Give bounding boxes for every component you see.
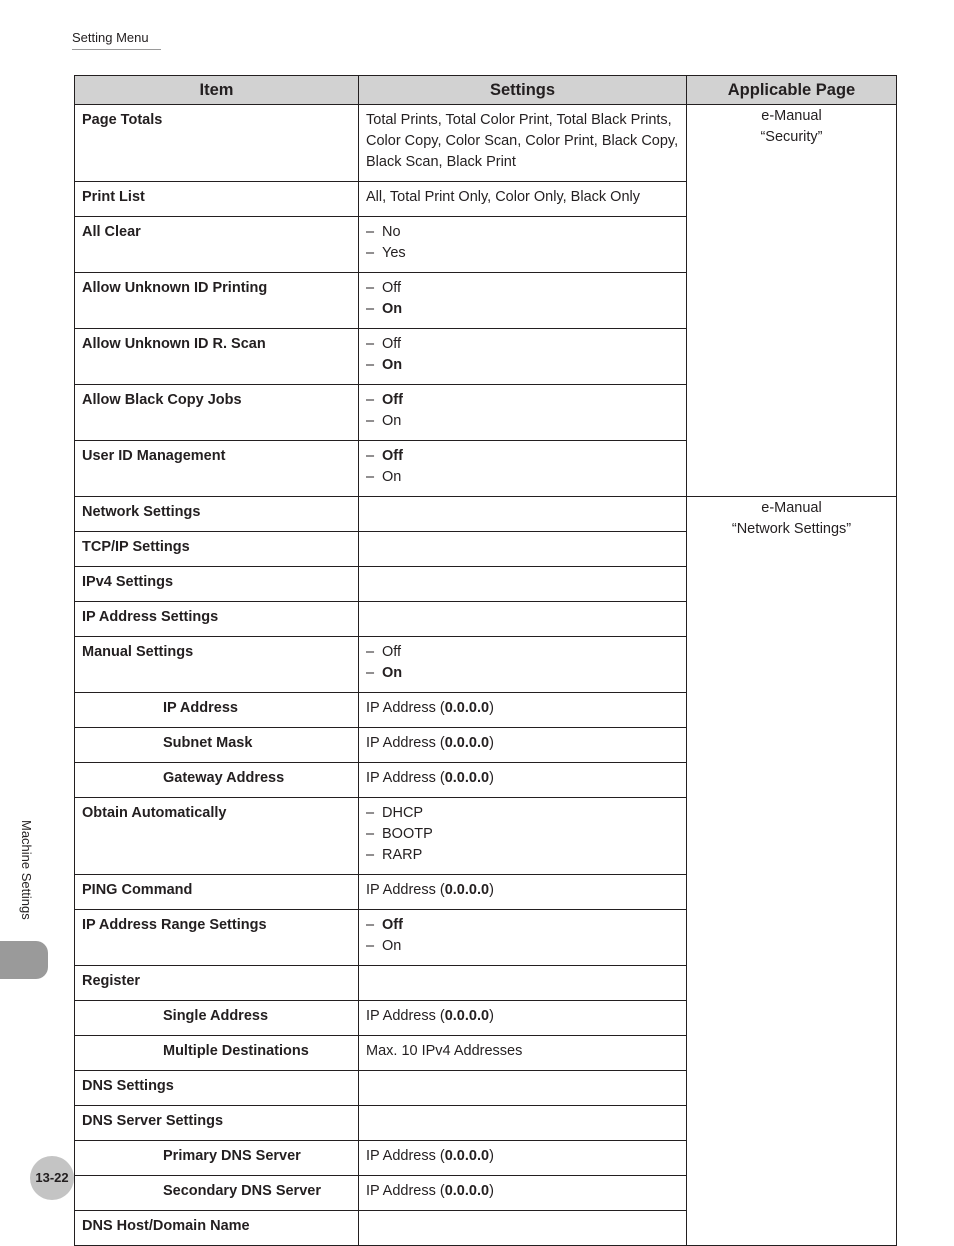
default-ip-value: 0.0.0.0 [444,700,490,716]
option-line: – Yes [366,245,406,261]
setting-options [359,217,687,273]
setting-value: IP Address (0.0.0.0) [359,763,687,798]
table-row [75,105,897,182]
setting-empty [359,497,687,532]
option-value: On [382,413,402,429]
table-row [75,497,897,532]
setting-empty [359,1211,687,1246]
setting-value: IP Address (0.0.0.0) [359,875,687,910]
option-value-default: Off [382,392,403,408]
item-name: DNS Server Settings [75,1106,359,1141]
item-name: Manual Settings [75,637,359,693]
option-line: – Off [366,644,402,660]
section-header: Setting Menu [72,30,161,50]
applicable-page-label: e-Manual [761,500,822,516]
item-name: PING Command [75,875,359,910]
option-value-default: On [382,357,403,373]
setting-value: IP Address (0.0.0.0) [359,693,687,728]
setting-options [359,385,687,441]
setting-value: IP Address (0.0.0.0) [359,1141,687,1176]
item-name: Subnet Mask [75,728,359,763]
option-value-default: Off [382,448,403,464]
option-value: On [382,938,402,954]
item-name: TCP/IP Settings [75,532,359,567]
setting-empty [359,567,687,602]
item-name: IP Address Settings [75,602,359,637]
option-line: – RARP [366,847,423,863]
item-name: IPv4 Settings [75,567,359,602]
item-name: DNS Settings [75,1071,359,1106]
setting-empty [359,532,687,567]
option-value: BOOTP [382,826,433,842]
applicable-page-label: e-Manual [761,108,822,124]
item-name: User ID Management [75,441,359,497]
applicable-page-title: “Security” [760,129,823,145]
option-line: – On [366,413,402,429]
table-header-row [75,76,897,105]
item-name: IP Address [75,693,359,728]
applicable-page-security [687,105,897,497]
item-name: Obtain Automatically [75,798,359,875]
item-name: Allow Unknown ID R. Scan [75,329,359,385]
setting-value: All, Total Print Only, Color Only, Black Only [359,182,687,217]
option-line: – No [366,224,401,240]
chapter-tab-marker [0,941,48,979]
setting-options [359,441,687,497]
item-name: Allow Unknown ID Printing [75,273,359,329]
item-name: Allow Black Copy Jobs [75,385,359,441]
default-ip-value: 0.0.0.0 [444,1183,490,1199]
option-value: Off [382,644,402,660]
option-line: – Off [366,392,403,408]
settings-table [74,75,897,1246]
item-name: Secondary DNS Server [75,1176,359,1211]
setting-options [359,910,687,966]
option-line: – On [366,665,403,681]
item-name: Print List [75,182,359,217]
item-name: IP Address Range Settings [75,910,359,966]
item-name: Gateway Address [75,763,359,798]
option-value: Off [382,280,402,296]
item-name: Single Address [75,1001,359,1036]
setting-empty [359,1071,687,1106]
option-line: – On [366,469,402,485]
applicable-page-title: “Network Settings” [731,521,852,537]
setting-empty [359,602,687,637]
item-name: Network Settings [75,497,359,532]
default-ip-value: 0.0.0.0 [444,1008,490,1024]
option-value: Yes [382,245,406,261]
option-value: Off [382,336,402,352]
option-line: – DHCP [366,805,424,821]
option-line: – On [366,301,403,317]
option-value: On [382,469,402,485]
setting-value: IP Address (0.0.0.0) [359,1176,687,1211]
column-header-item: Item [75,76,359,105]
applicable-page-network [687,497,897,1246]
item-name: DNS Host/Domain Name [75,1211,359,1246]
option-line: – Off [366,336,402,352]
option-value-default: Off [382,917,403,933]
setting-value: Max. 10 IPv4 Addresses [359,1036,687,1071]
default-ip-value: 0.0.0.0 [444,882,490,898]
option-line: – BOOTP [366,826,433,842]
option-value: DHCP [382,805,424,821]
setting-value: IP Address (0.0.0.0) [359,1001,687,1036]
item-name: Multiple Destinations [75,1036,359,1071]
option-value: No [382,224,401,240]
option-line: – Off [366,917,403,933]
option-line: – Off [366,280,402,296]
setting-options [359,637,687,693]
page-number: 13-22 [30,1156,74,1200]
item-name: Primary DNS Server [75,1141,359,1176]
setting-options [359,798,687,875]
option-line: – Off [366,448,403,464]
chapter-side-label: Machine Settings [19,820,34,920]
setting-options [359,273,687,329]
option-value-default: On [382,301,403,317]
default-ip-value: 0.0.0.0 [444,770,490,786]
column-header-applicable-page: Applicable Page [687,76,897,105]
item-name: All Clear [75,217,359,273]
setting-empty [359,966,687,1001]
default-ip-value: 0.0.0.0 [444,735,490,751]
item-name: Register [75,966,359,1001]
column-header-settings: Settings [359,76,687,105]
option-value: RARP [382,847,423,863]
default-ip-value: 0.0.0.0 [444,1148,490,1164]
option-line: – On [366,938,402,954]
setting-options [359,329,687,385]
item-name: Page Totals [75,105,359,182]
setting-value: Total Prints, Total Color Print, Total Black Prints, Color Copy, Color Scan, Color Print, Black Copy, Black Scan, Black Print [359,105,687,182]
option-value-default: On [382,665,403,681]
option-line: – On [366,357,403,373]
setting-value: IP Address (0.0.0.0) [359,728,687,763]
setting-empty [359,1106,687,1141]
